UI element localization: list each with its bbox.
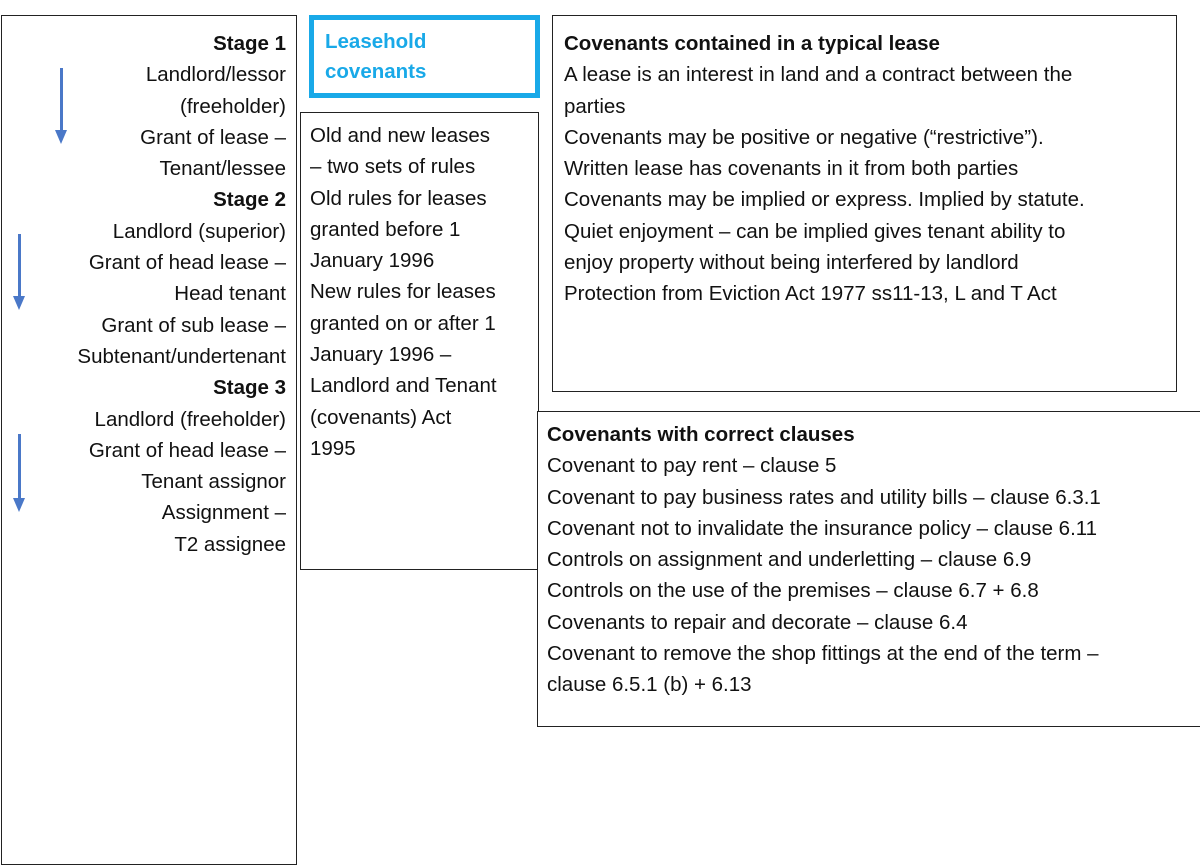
panel-line: granted before 1 <box>310 217 461 241</box>
panel-line: – two sets of rules <box>310 155 476 179</box>
panel-line: Quiet enjoyment – can be implied gives tenant ability to <box>564 219 1066 243</box>
title-box <box>309 15 540 98</box>
panel-line: Covenant to pay business rates and utility bills – clause 6.3.1 <box>547 485 1101 509</box>
stage-line: Grant of lease – <box>140 125 286 149</box>
panel-line: Controls on the use of the premises – clause 6.7 + 6.8 <box>547 579 1039 603</box>
stages-text <box>77 28 286 560</box>
stage-line: Subtenant/undertenant <box>77 344 286 368</box>
panel-line: January 1996 <box>310 249 435 273</box>
stage-line: Grant of sub lease – <box>101 313 286 337</box>
stage-line: Landlord/lessor <box>145 63 286 87</box>
stage-line: Head tenant <box>174 282 286 306</box>
panel-line: Written lease has covenants in it from both parties <box>564 157 1019 181</box>
stage-line: (freeholder) <box>180 94 286 118</box>
down-arrow-icon <box>13 234 25 310</box>
title-line: Leasehold <box>325 30 427 53</box>
panel-line: Covenant not to invalidate the insurance policy – clause 6.11 <box>547 516 1098 540</box>
stage-line: Assignment – <box>161 501 286 525</box>
panel-heading: Covenants contained in a typical lease <box>564 32 940 55</box>
stage-line: Grant of head lease – <box>88 438 286 462</box>
old-new-leases-panel <box>300 112 539 570</box>
panel-line: Protection from Eviction Act 1977 ss11-13, L and T Act <box>564 282 1057 306</box>
panel-line: Covenants may be implied or express. Implied by statute. <box>564 188 1085 212</box>
panel-line: Old rules for leases <box>310 186 487 210</box>
covenant-clauses-panel <box>537 411 1200 727</box>
panel-line: Controls on assignment and underletting – clause 6.9 <box>547 548 1032 572</box>
stage-line: Tenant assignor <box>141 470 286 494</box>
panel-line: Old and new leases <box>310 124 491 147</box>
panel-line: (covenants) Act <box>310 405 452 429</box>
old-new-leases-text <box>310 120 497 464</box>
panel-line: Covenant to pay rent – clause 5 <box>547 454 837 478</box>
stage-3-heading: Stage 3 <box>213 376 286 400</box>
panel-heading: Covenants with correct clauses <box>547 423 855 446</box>
down-arrow-icon <box>55 68 67 144</box>
panel-line: Covenants may be positive or negative (“restrictive”). <box>564 125 1044 149</box>
stage-1-heading: Stage 1 <box>213 32 286 55</box>
stage-line: Tenant/lessee <box>159 157 286 181</box>
typical-lease-covenants-text <box>564 28 1085 310</box>
panel-line: A lease is an interest in land and a contract between the <box>564 63 1073 87</box>
stage-line: Landlord (freeholder) <box>94 407 286 431</box>
panel-line: granted on or after 1 <box>310 311 496 335</box>
panel-line: enjoy property without being interfered by landlord <box>564 251 1019 275</box>
stage-line: Landlord (superior) <box>112 219 286 243</box>
panel-line: New rules for leases <box>310 280 496 304</box>
title-text <box>325 27 426 87</box>
covenant-clauses-text <box>547 419 1101 701</box>
panel-line: Covenant to remove the shop fittings at the end of the term – <box>547 642 1099 666</box>
panel-line: Covenants to repair and decorate – clause 6.4 <box>547 610 968 634</box>
stages-panel <box>1 15 297 865</box>
panel-line: clause 6.5.1 (b) + 6.13 <box>547 673 752 697</box>
typical-lease-covenants-panel <box>552 15 1177 392</box>
panel-line: Landlord and Tenant <box>310 374 497 398</box>
panel-line: parties <box>564 94 626 118</box>
title-line: covenants <box>325 60 427 83</box>
down-arrow-icon <box>13 434 25 512</box>
stage-line: T2 assignee <box>174 532 286 556</box>
stage-2-heading: Stage 2 <box>213 188 286 212</box>
panel-line: January 1996 – <box>310 343 452 367</box>
stage-line: Grant of head lease – <box>88 251 286 275</box>
panel-line: 1995 <box>310 436 356 460</box>
